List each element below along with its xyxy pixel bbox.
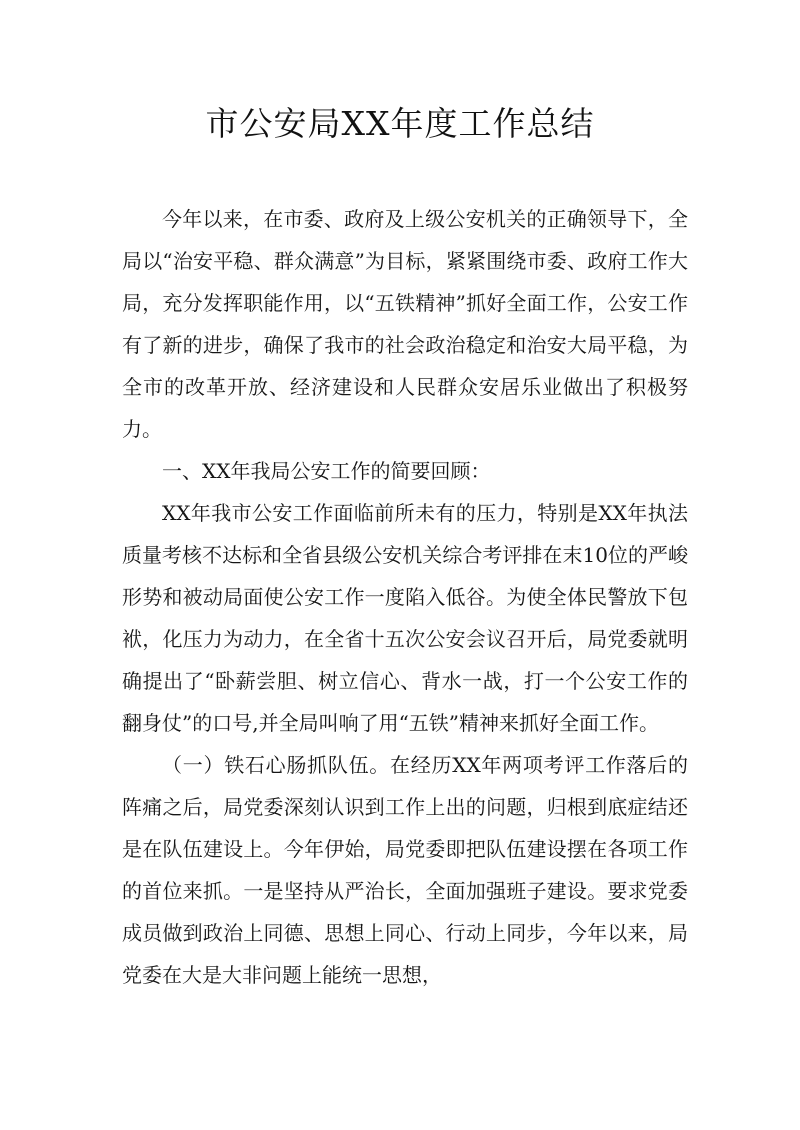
document-body (122, 198, 688, 996)
paragraph-team-building: （一）铁石心肠抓队伍。在经历XX年两项考评工作落后的阵痛之后，局党委深刻认识到工作上出的问题，归根到底症结还是在队伍建设上。今年伊始，局党委即把队伍建设摆在各项工作的首位来抓。一是坚持从严治长，全面加强班子建设。要求党委成员做到政治上同德、思想上同心、行动上同步，今年以来，局党委在大是大非问题上能统一思想， (122, 753, 688, 987)
document-title: 市公安局XX年度工作总结 (205, 104, 595, 143)
section-heading-review: 一、XX年我局公安工作的简要回顾： (162, 459, 491, 483)
paragraph-intro: 今年以来，在市委、政府及上级公安机关的正确领导下，全局以“治安平稳、群众满意”为目标，紧紧围绕市委、政府工作大局，充分发挥职能作用，以“五铁精神”抓好全面工作，公安工作有了新的进步，确保了我市的社会政治稳定和治安大局平稳，为全市的改革开放、经济建设和人民群众安居乐业做出了积极努力。 (122, 207, 688, 441)
paragraph-pressure: XX年我市公安工作面临前所未有的压力，特别是XX年执法质量考核不达标和全省县级公安机关综合考评排在末10位的严峻形势和被动局面使公安工作一度陷入低谷。为使全体民警放下包袱，化压力为动力，在全省十五次公安会议召开后，局党委就明确提出了“卧薪尝胆、树立信心、背水一战，打一个公安工作的翻身仗”的口号,并全局叫响了用“五铁”精神来抓好全面工作。 (122, 501, 688, 735)
